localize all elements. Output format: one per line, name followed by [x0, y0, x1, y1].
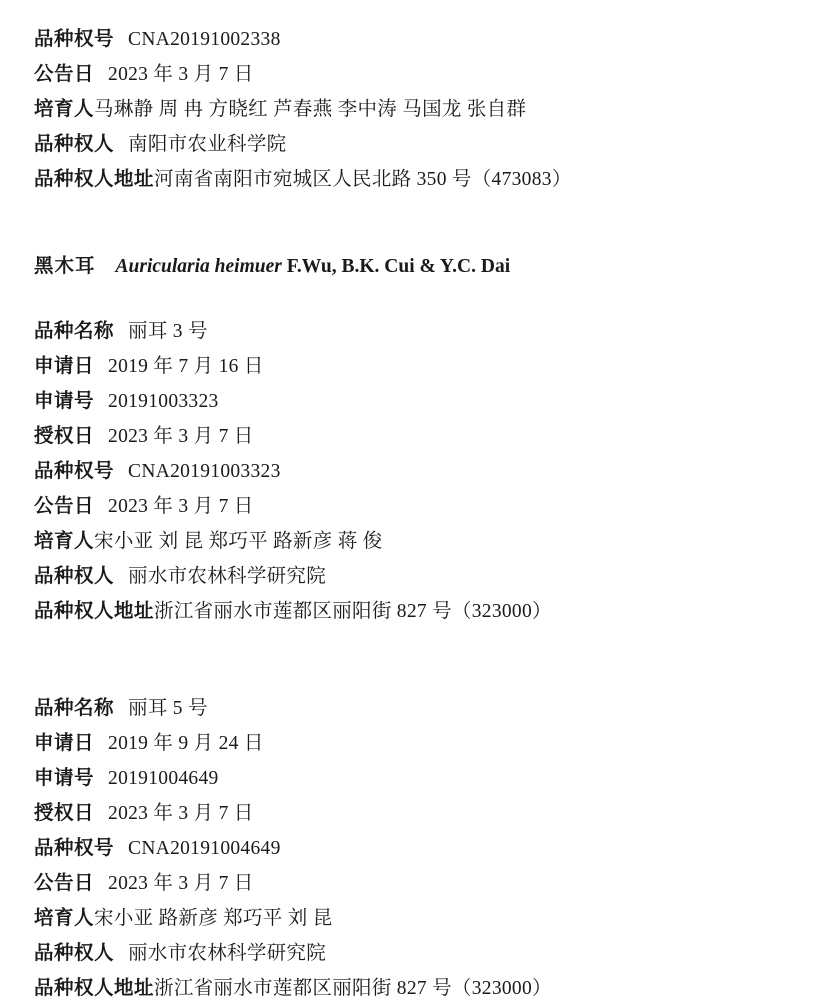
- field-value: 河南省南阳市宛城区人民北路 350 号（473083）: [154, 169, 572, 190]
- field-label: 品种权人地址: [34, 600, 155, 622]
- entry-separator: [34, 629, 773, 691]
- field-label: 申请号: [34, 390, 95, 412]
- variety-entry-lier-5: [34, 691, 773, 1006]
- field-value: 宋小亚 刘 昆 郑巧平 路新彦 蒋 俊: [94, 531, 383, 552]
- field-row: [34, 726, 773, 761]
- field-label: 品种权号: [34, 837, 115, 859]
- field-label: 品种权人地址: [34, 168, 155, 190]
- field-row: [34, 127, 773, 162]
- field-label: 培育人: [34, 98, 95, 120]
- field-row: [34, 489, 773, 524]
- field-label: 品种权人: [34, 942, 115, 964]
- field-label: 申请日: [34, 355, 95, 377]
- field-label: 品种权号: [34, 28, 115, 50]
- species-scientific-name: [116, 250, 511, 284]
- field-label: 品种名称: [34, 320, 115, 342]
- field-row: [34, 936, 773, 971]
- field-row: [34, 454, 773, 489]
- field-label: 品种名称: [34, 697, 115, 719]
- field-label: 申请日: [34, 732, 95, 754]
- field-label: 品种权人: [34, 133, 115, 155]
- field-label: 培育人: [34, 907, 95, 929]
- field-value: 丽耳 5 号: [128, 698, 208, 719]
- field-value: 2023 年 3 月 7 日: [108, 496, 254, 517]
- field-row: [34, 162, 773, 197]
- species-heading: [34, 249, 773, 284]
- field-value: CNA20191004649: [128, 838, 281, 859]
- field-value: 20191004649: [108, 768, 219, 789]
- field-label: 申请号: [34, 767, 95, 789]
- field-value: 2019 年 7 月 16 日: [108, 356, 264, 377]
- field-label: 品种权人: [34, 565, 115, 587]
- field-value: CNA20191002338: [128, 29, 281, 50]
- species-chinese-name: 黑木耳: [34, 255, 96, 277]
- field-value: 丽水市农林科学研究院: [128, 943, 327, 964]
- field-row: [34, 796, 773, 831]
- field-value: 2023 年 3 月 7 日: [108, 426, 254, 447]
- field-value: 马琳静 周 冉 方晓红 芦春燕 李中涛 马国龙 张自群: [94, 99, 527, 120]
- field-value: 2023 年 3 月 7 日: [108, 803, 254, 824]
- field-row: [34, 524, 773, 559]
- field-row: [34, 419, 773, 454]
- field-value: 20191003323: [108, 391, 219, 412]
- field-value: 浙江省丽水市莲都区丽阳街 827 号（323000）: [154, 978, 552, 999]
- field-row: [34, 691, 773, 726]
- field-label: 公告日: [34, 63, 95, 85]
- field-label: 品种权号: [34, 460, 115, 482]
- field-label: 培育人: [34, 530, 95, 552]
- field-value: 2019 年 9 月 24 日: [108, 733, 264, 754]
- field-label: 品种权人地址: [34, 977, 155, 999]
- field-row: [34, 866, 773, 901]
- field-value: 丽耳 3 号: [128, 321, 208, 342]
- field-row: [34, 971, 773, 1006]
- field-label: 公告日: [34, 872, 95, 894]
- species-latin-binomial: Auricularia heimuer: [115, 256, 282, 277]
- field-row: [34, 594, 773, 629]
- field-value: 浙江省丽水市莲都区丽阳街 827 号（323000）: [154, 601, 552, 622]
- field-row: [34, 57, 773, 92]
- field-label: 公告日: [34, 495, 95, 517]
- field-row: [34, 92, 773, 127]
- field-label: 授权日: [34, 802, 95, 824]
- field-value: 丽水市农林科学研究院: [128, 566, 327, 587]
- variety-entry-top: [34, 22, 773, 197]
- field-row: [34, 831, 773, 866]
- field-row: [34, 349, 773, 384]
- species-authority: F.Wu, B.K. Cui & Y.C. Dai: [286, 256, 511, 277]
- field-row: [34, 22, 773, 57]
- field-row: [34, 559, 773, 594]
- field-row: [34, 901, 773, 936]
- field-row: [34, 384, 773, 419]
- field-value: 宋小亚 路新彦 郑巧平 刘 昆: [94, 908, 333, 929]
- field-value: 南阳市农业科学院: [128, 134, 287, 155]
- field-label: 授权日: [34, 425, 95, 447]
- field-row: [34, 314, 773, 349]
- variety-entry-lier-3: [34, 314, 773, 629]
- field-row: [34, 761, 773, 796]
- field-value: CNA20191003323: [128, 461, 281, 482]
- field-value: 2023 年 3 月 7 日: [108, 64, 254, 85]
- field-value: 2023 年 3 月 7 日: [108, 873, 254, 894]
